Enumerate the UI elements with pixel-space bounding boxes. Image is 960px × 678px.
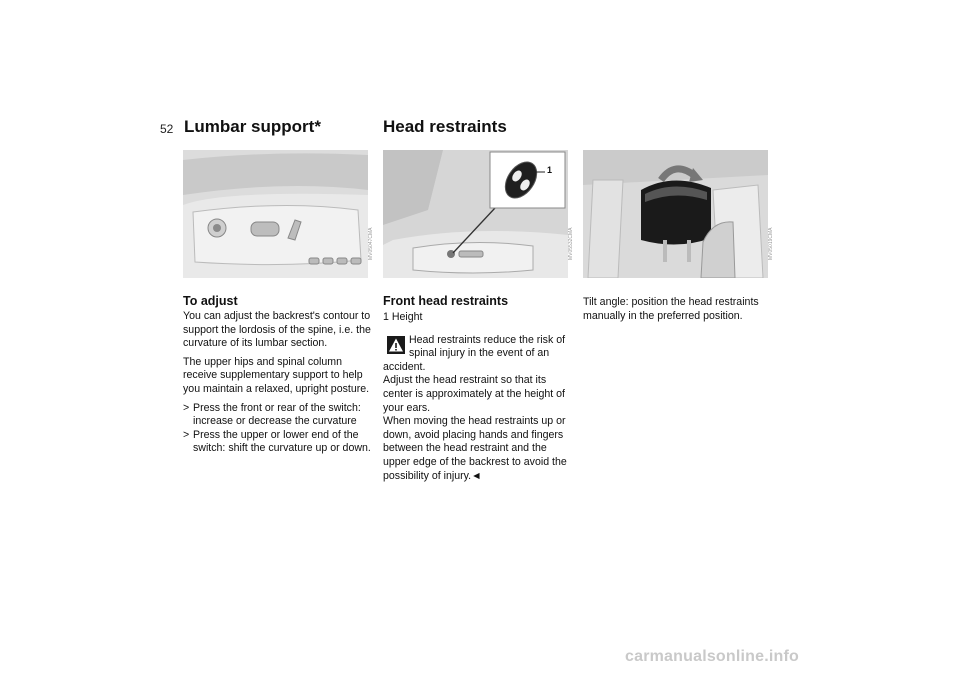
warning-block: [383, 334, 575, 375]
head-restraint-switch-image: [383, 150, 568, 278]
head-restraint-tilt-image: [583, 150, 768, 278]
head-tilt-image-code: MV05019CMA: [768, 227, 774, 260]
moving-paragraph: [383, 415, 575, 483]
bullet-text: Press the front or rear of the switch: increase or decrease the curvature: [193, 401, 361, 428]
bullet-mark: >: [183, 401, 190, 414]
head-restraints-body: [383, 311, 575, 483]
to-adjust-heading: To adjust: [183, 294, 238, 308]
front-head-restraints-heading: Front head restraints: [383, 294, 509, 308]
bullet-mark: >: [183, 428, 190, 441]
page-number: 52: [160, 122, 174, 136]
lumbar-image-code: MV05047CMA: [368, 227, 374, 260]
head-restraints-title: Head restraints: [383, 117, 507, 136]
warning-line-3: accident.: [383, 360, 426, 373]
lumbar-paragraph-2: The upper hips and spinal column receive supplementary support to help you maintain a relaxed, upright posture.: [183, 355, 370, 395]
footer-watermark: carmanualsonline.info: [625, 648, 800, 665]
lumbar-seat-image: [183, 150, 368, 278]
bullet-text: Press the upper or lower end of the switch: shift the curvature up or down.: [193, 428, 371, 455]
warning-line-1: Head restraints reduce the risk of: [409, 333, 566, 346]
adjust-paragraph: Adjust the head restraint so that its center is approximately at the height of your ears.: [383, 374, 565, 414]
switch-callout-number: 1: [547, 165, 553, 175]
lumbar-paragraph-1: You can adjust the backrest's contour to support the lordosis of the spine, i.e. the curvature of its lumbar section.: [183, 310, 371, 350]
tilt-paragraph: Tilt angle: position the head restraints manually in the preferred position.: [583, 296, 759, 322]
warning-triangle-icon: [387, 336, 405, 354]
callout-item-height: 1 Height: [383, 311, 423, 323]
lumbar-body: [183, 310, 378, 456]
lumbar-support-title: Lumbar support*: [184, 117, 321, 136]
moving-text: When moving the head restraints up or down, avoid placing hands and fingers between the head restraint and the upper edge of the backrest to avoid the possibility of injury.: [383, 415, 567, 482]
warning-line-2: spinal injury in the event of an: [409, 347, 550, 360]
head-switch-image-code: MV05532CMA: [568, 227, 574, 260]
lumbar-bullet-2: [183, 429, 378, 456]
lumbar-bullet-1: [183, 402, 378, 429]
end-mark: ◄: [471, 469, 482, 482]
